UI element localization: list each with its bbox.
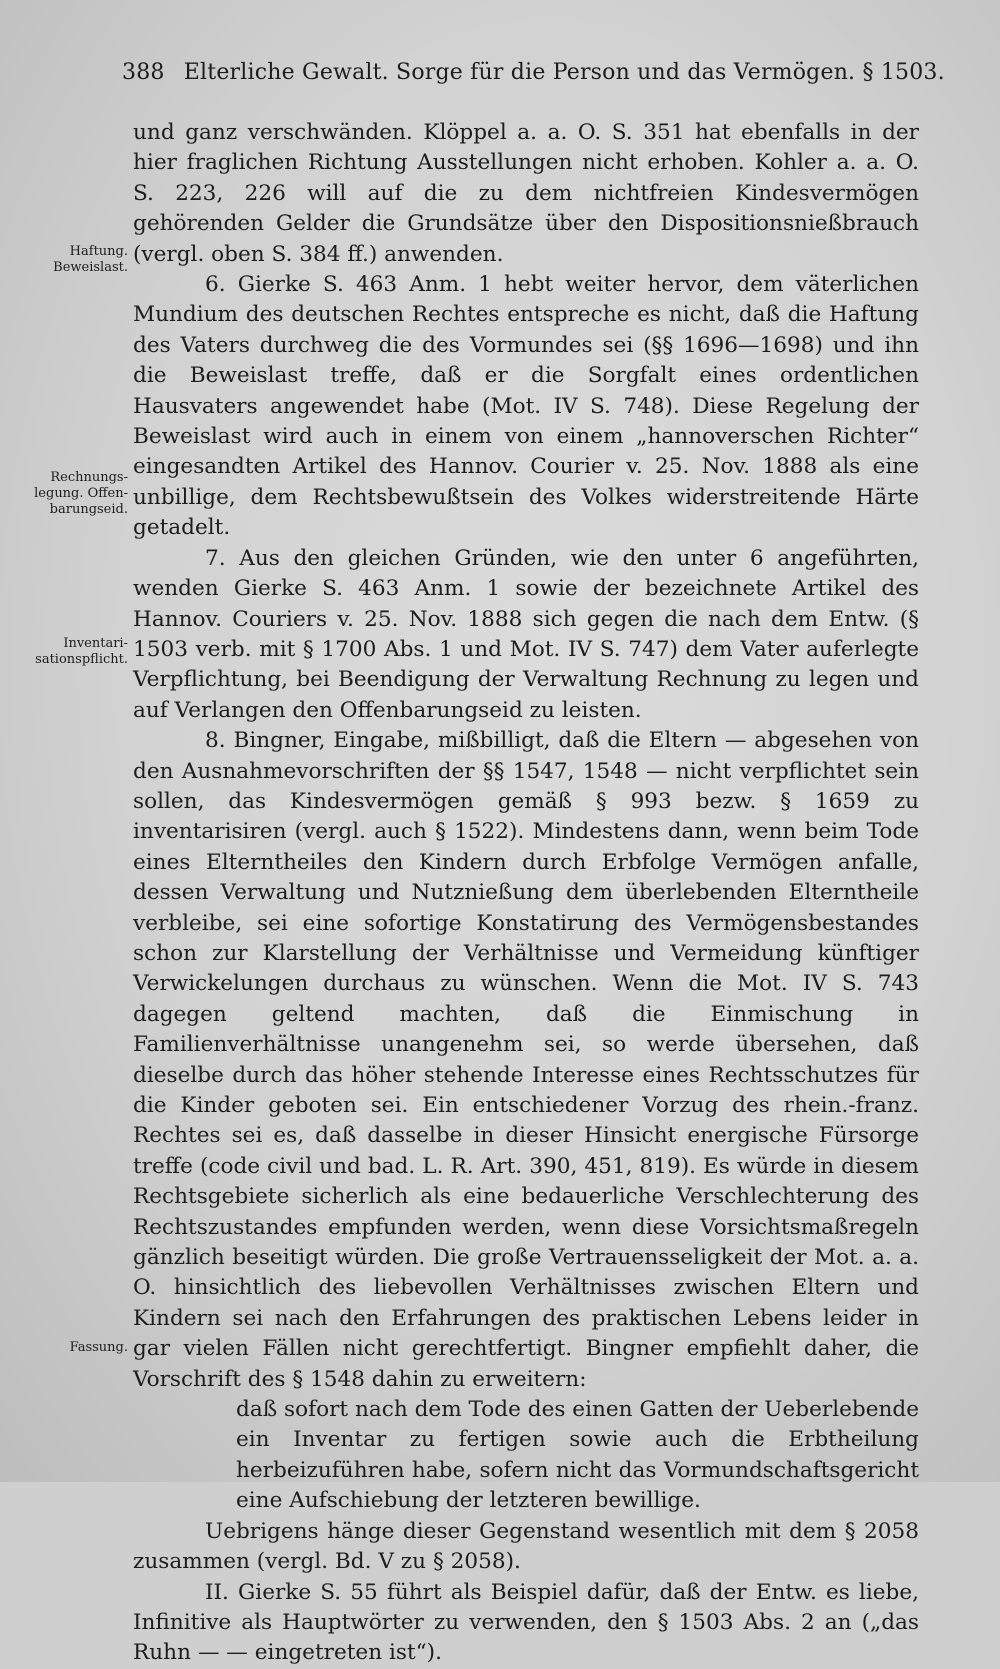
paragraph-ii: II. Gierke S. 55 führt als Beispiel dafür, daß der Entw. es liebe, Infinitive als Hauptwörter zu verwenden, den § 1503 Abs. 2 an („das Ruhn — — eingetreten ist“).: [133, 1579, 919, 1666]
paragraph-continuation: und ganz verschwänden. Klöppel a. a. O. S. 351 hat ebenfalls in der hier fraglichen Richtung Ausstellungen nicht erhoben. Kohler a. a. O. S. 223, 226 will auf die zu dem nichtfreien Kindesvermögen gehörenden Gelder die Grundsätze über den Dispositionsnießbrauch (vergl. oben S. 384 ff.) anwenden.: [133, 120, 919, 267]
margin-note-haftung: Haftung. Beweislast.: [53, 244, 128, 275]
running-header: [122, 60, 945, 85]
margin-note-rechnungslegung: Rechnungs- legung. Offen- barungseid.: [34, 470, 128, 517]
block-quote: daß sofort nach dem Tode des einen Gatten der Ueberlebende ein Inventar zu fertigen sowie auch die Erbtheilung herbeizuführen habe, sofern nicht das Vormundschaftsgericht eine Aufschiebung der letzteren bewillige.: [236, 1397, 919, 1514]
page-number: 388: [122, 60, 165, 85]
paragraph-8: 8. Bingner, Eingabe, mißbilligt, daß die Eltern — abgesehen von den Ausnahmevorschriften der §§ 1547, 1548 — nicht verpflichtet sein sollen, das Kindesvermögen gemäß § 993 bezw. § 1659 zu inventarisiren (vergl. auch § 1522). Mindestens dann, wenn beim Tode eines Elterntheiles den Kindern durch Erbfolge Vermögen anfalle, dessen Verwaltung und Nutznießung dem überlebenden Elterntheile verbleibe, sei eine sofortige Konstatirung des Vermögensbestandes schon zur Klarstellung der Verhältnisse und Vermeidung künftiger Verwickelungen durchaus zu wünschen. Wenn die Mot. IV S. 743 dagegen geltend machten, daß die Einmischung in Familienverhältnisse unangenehm sei, so werde übersehen, daß dieselbe durch das höher stehende Interesse eines Rechtsschutzes für die Kinder geboten sei. Ein entschiedener Vorzug des rhein.-franz. Rechtes sei es, daß dasselbe in dieser Hinsicht energische Fürsorge treffe (code civil und bad. L. R. Art. 390, 451, 819). Es würde in diesem Rechtsgebiete sicherlich als eine bedauerliche Verschlechterung des Rechtszustandes empfunden werden, wenn diese Vorsichtsmaßregeln gänzlich beseitigt würden. Die große Vertrauensseligkeit der Mot. a. a. O. hinsichtlich des liebevollen Verhältnisses zwischen Eltern und Kindern sei nach den Erfahrungen des praktischen Lebens leider in gar vielen Fällen nicht gerechtfertigt. Bingner empfiehlt daher, die Vorschrift des § 1548 dahin zu erweitern:: [133, 728, 919, 1392]
body-text: [133, 118, 919, 1669]
running-title: Elterliche Gewalt. Sorge für die Person und das Vermögen. § 1503.: [183, 60, 945, 85]
paragraph-uebrigens: Uebrigens hänge dieser Gegenstand wesentlich mit dem § 2058 zusammen (vergl. Bd. V zu § 2058).: [133, 1518, 919, 1575]
margin-note-inventarisation: Inventari- sationspflicht.: [35, 636, 128, 667]
margin-note-fassung: Fassung.: [69, 1340, 128, 1355]
paragraph-7: 7. Aus den gleichen Gründen, wie den unter 6 angeführten, wenden Gierke S. 463 Anm. 1 sowie der bezeichnete Artikel des Hannov. Couriers v. 25. Nov. 1888 sich gegen die nach dem Entw. (§ 1503 verb. mit § 1700 Abs. 1 und Mot. IV S. 747) dem Vater auferlegte Verpflichtung, bei Beendigung der Verwaltung Rechnung zu legen und auf Verlangen den Offenbarungseid zu leisten.: [133, 545, 919, 723]
paragraph-6: 6. Gierke S. 463 Anm. 1 hebt weiter hervor, dem väterlichen Mundium des deutschen Rechtes entspreche es nicht, daß die Haftung des Vaters durchweg die des Vormundes sei (§§ 1696—1698) und ihn die Beweislast treffe, daß er die Sorgfalt eines ordentlichen Hausvaters angewendet habe (Mot. IV S. 748). Diese Regelung der Beweislast wird auch in einem von einem „hannoverschen Richter“ eingesandten Artikel des Hannov. Courier v. 25. Nov. 1888 als eine unbillige, dem Rechtsbewußtsein des Volkes widerstreitende Härte getadelt.: [133, 272, 919, 541]
